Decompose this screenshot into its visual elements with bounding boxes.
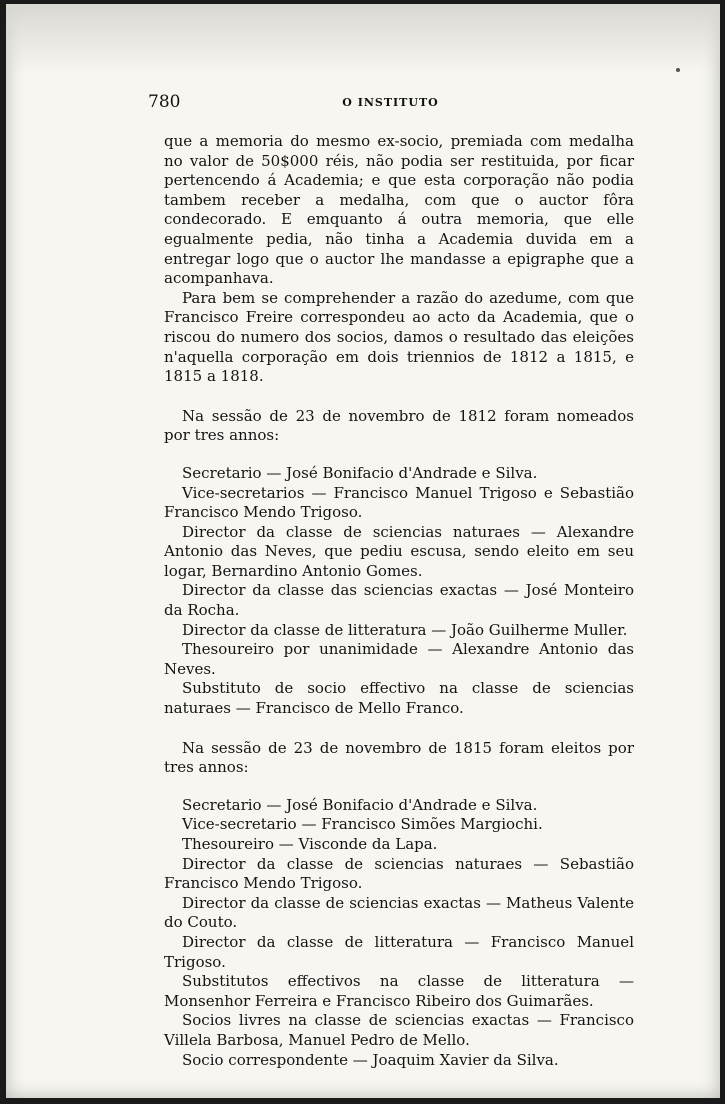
session-1815-entry: Socios livres na classe de sciencias exactas — Francisco Villela Barbosa, Manuel Pedro de Mello. <box>164 1011 634 1049</box>
session-1815-entry: Thesoureiro — Visconde da Lapa. <box>182 835 438 853</box>
session-1812-entry: Vice-secretarios — Francisco Manuel Trigoso e Sebastião Francisco Mendo Trigoso. <box>164 483 634 522</box>
session-1815-entry: Substitutos effectivos na classe de litteratura — Monsenhor Ferreira e Francisco Ribeiro dos Guimarães. <box>164 972 634 1010</box>
scan-speck <box>676 68 680 72</box>
page-header <box>148 92 633 114</box>
session-1812-entry: Director da classe de sciencias naturaes — Alexandre Antonio das Neves, que pediu escusa, sendo eleito em seu logar, Bernardino Antonio Gomes. <box>164 522 634 580</box>
session-1812-entry: Substituto de socio effectivo na classe de sciencias naturaes — Francisco de Mello Franco. <box>164 679 634 718</box>
session-1812-entry: Director da classe das sciencias exactas — José Monteiro da Rocha. <box>164 581 634 620</box>
scan-shadow <box>6 4 720 74</box>
session-1815-entry: Vice-secretario — Francisco Simões Margiochi. <box>182 815 543 834</box>
session-1815-heading: Na sessão de 23 de novembro de 1815 foram eleitos por tres annos: <box>164 738 634 777</box>
session-1815-entry: Socio correspondente — Joaquim Xavier da Silva. <box>182 1050 559 1069</box>
session-1815-entry: Director da classe de sciencias exactas — Matheus Valente do Couto. <box>164 893 634 932</box>
page-number: 780 <box>148 92 181 112</box>
running-title: O INSTITUTO <box>342 96 439 109</box>
body-text <box>164 132 634 1070</box>
book-page <box>6 4 720 1098</box>
session-1815-entry: Director da classe de litteratura — Francisco Manuel Trigoso. <box>164 932 634 971</box>
session-1815-entry: Director da classe de sciencias naturaes — Sebastião Francisco Mendo Trigoso. <box>164 854 634 893</box>
session-1812-entry: Director da classe de litteratura — João Guilherme Muller. <box>182 620 628 639</box>
session-1815-entry: Secretario — José Bonifacio d'Andrade e Silva. <box>182 795 538 814</box>
session-1812-entry: Thesoureiro por unanimidade — Alexandre Antonio das Neves. <box>164 640 634 678</box>
session-1812-entry: Secretario — José Bonifacio d'Andrade e Silva. <box>182 463 538 482</box>
intro-paragraph: que a memoria do mesmo ex-socio, premiada com medalha no valor de 50$000 réis, não podia ser restituida, por ficar pertencendo á Academia; e que esta corporação não podia tambem receber a medalha, com que o auctor fôra condecorado. E emquanto á outra memoria, que elle egualmente pedia, não tinha a Academia duvida em a entregar logo que o auctor lhe mandasse a epigraphe que a acompanhava. <box>164 132 634 288</box>
intro-paragraph: Para bem se comprehender a razão do azedume, com que Francisco Freire correspondeu ao acto da Academia, que o riscou do numero dos socios, damos o resultado das eleições n'aquella corporação em dois triennios de 1812 a 1815, e 1815 a 1818. <box>164 288 634 386</box>
session-1812-heading: Na sessão de 23 de novembro de 1812 foram nomeados por tres annos: <box>164 406 634 445</box>
